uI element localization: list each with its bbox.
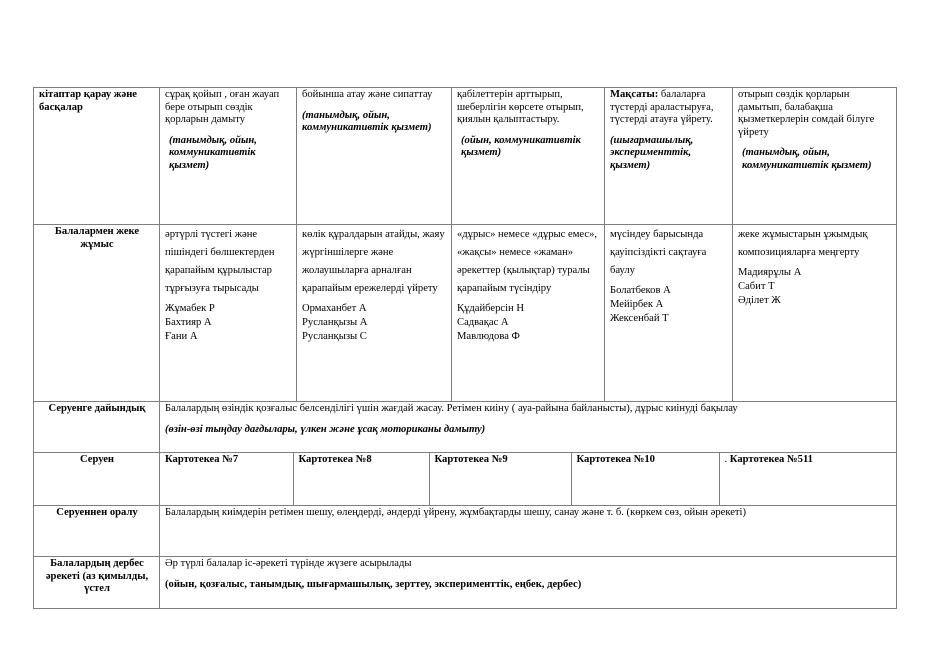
- activity-tag: (өзін-өзі тыңдау дағдылары, үлкен және ұсақ моториканы дамыту): [165, 423, 486, 435]
- child-name: Жұмабек Р: [165, 303, 215, 314]
- child-name: Ғани А: [165, 331, 198, 342]
- cell-text: «дұрыс» немесе «дұрыс емес», «жақсы» немесе «жаман» әрекеттер (қылықтар) туралы қарапайым түсіндіру: [457, 229, 598, 294]
- cell-text: жеке жұмыстарын ұжымдық композицияларға меңгерту: [738, 229, 868, 258]
- card-file: Картотекеа №8: [293, 453, 429, 505]
- child-name: Мадиярұлы А: [738, 267, 802, 278]
- child-name: Мавлюдова Ф: [457, 331, 520, 342]
- cell-text: балаларға түстерді араластыруға, түстерді атауға үйрету.: [610, 89, 714, 126]
- row-books: [34, 88, 897, 225]
- child-name: Сабит Т: [738, 281, 775, 292]
- activity-tag: (ойын, қозғалыс, танымдық, шығармашылық, зерттеу, эксперименттік, еңбек, дербес): [165, 578, 582, 590]
- child-name: Әділет Ж: [738, 295, 781, 306]
- cell: [605, 225, 733, 402]
- child-name: Болатбеков А: [610, 285, 671, 296]
- cell-text: сұрақ қойып , оған жауап бере отырып сөздік қорларын дамыту: [165, 89, 280, 126]
- row-label: Серуенге дайындық: [34, 402, 160, 453]
- cell: [160, 225, 297, 402]
- child-name: Ормаханбет А: [302, 303, 367, 314]
- card-file: Картотекеа №7: [160, 453, 293, 505]
- walk-cards: [160, 453, 897, 505]
- cell-text: әртүрлі түстегі және пішіндегі бөлшектерден қарапайым құрылыстар тұрғызуға тырысады: [165, 229, 275, 294]
- card-file: Картотекеа №9: [429, 453, 571, 505]
- schedule-table: [33, 87, 897, 609]
- row-individual-work: [34, 225, 897, 402]
- child-name: Садвақас А: [457, 317, 509, 328]
- row-label: Серуеннен оралу: [34, 506, 160, 557]
- row-label: кітаптар қарау және басқалар: [34, 88, 160, 225]
- child-name: Русланқызы А: [302, 317, 368, 328]
- row-label: Серуен: [34, 453, 160, 506]
- cell-text: отырып сөздік қорларын дамытып, балабақша қызметкерлерін сомдай білуге үйрету: [738, 89, 875, 138]
- cell: [605, 88, 733, 225]
- child-name: Бахтияр А: [165, 317, 212, 328]
- child-name: Мейірбек А: [610, 299, 664, 310]
- cell: [733, 225, 897, 402]
- card-file: Картотекеа №511: [729, 454, 813, 465]
- cell-text: бойынша атау және сипаттау: [302, 89, 433, 100]
- cell: Балалардың киімдерін ретімен шешу, өлеңдерді, әндерді үйрену, жұмбақтарды шешу, санау және т. б. (көркем сөз, ойын әрекеті): [160, 506, 897, 557]
- activity-tag: (танымдық, ойын, коммуникативтік қызмет): [742, 147, 872, 171]
- cell-text: Әр түрлі балалар іс-әрекеті түрінде жүзеге асырылады: [165, 558, 412, 569]
- walk-cards-cell: [160, 453, 897, 506]
- cell-text: Балалардың өзіндік қозғалыс белсенділігі үшін жағдай жасау. Ретімен киіну ( ауа-райына байланысты), дұрыс киінуді бақылау: [165, 403, 738, 414]
- row-label: Балалардың дербес әрекеті (аз қимылды, үстел: [34, 557, 160, 609]
- cell-text: мүсіндеу барысында қауіпсіздікті сақтауға баулу: [610, 229, 707, 276]
- cell: [297, 225, 452, 402]
- activity-tag: (танымдық, ойын, коммуникативтік қызмет): [169, 134, 257, 171]
- row-walk-preparation: [34, 402, 897, 453]
- goal-label: Мақсаты:: [610, 89, 659, 100]
- row-independent-activity: [34, 557, 897, 609]
- card-file-cell: [719, 453, 897, 505]
- row-return-from-walk: [34, 506, 897, 557]
- cell: [160, 402, 897, 453]
- cell: [452, 225, 605, 402]
- child-name: Русланқызы С: [302, 331, 367, 342]
- row-label: Балалармен жеке жұмыс: [34, 225, 160, 402]
- cell: [452, 88, 605, 225]
- child-name: Жексенбай Т: [610, 313, 669, 324]
- child-name: Құдайберсін Н: [457, 303, 524, 314]
- cell-text: көлік құралдарын атайды, жаяу жүргіншілерге және жолаушыларға арналған қарапайым ережелерді үйрету: [302, 229, 445, 294]
- activity-tag: (шығармашылық, эксперименттік, қызмет): [610, 134, 694, 171]
- activity-tag: (ойын, коммуникативтік қызмет): [461, 134, 581, 159]
- cell: [160, 557, 897, 609]
- card-prefix: .: [724, 454, 730, 465]
- activity-tag: (танымдық, ойын, коммуникативтік қызмет): [302, 109, 432, 134]
- row-walk: [34, 453, 897, 506]
- cell: [297, 88, 452, 225]
- cell-text: қабілеттерін арттырып, шеберлігін көрсете отырып, қиялын қалыптастыру.: [457, 89, 584, 126]
- cell: [733, 88, 897, 225]
- cell: [160, 88, 297, 225]
- card-file: Картотекеа №10: [571, 453, 719, 505]
